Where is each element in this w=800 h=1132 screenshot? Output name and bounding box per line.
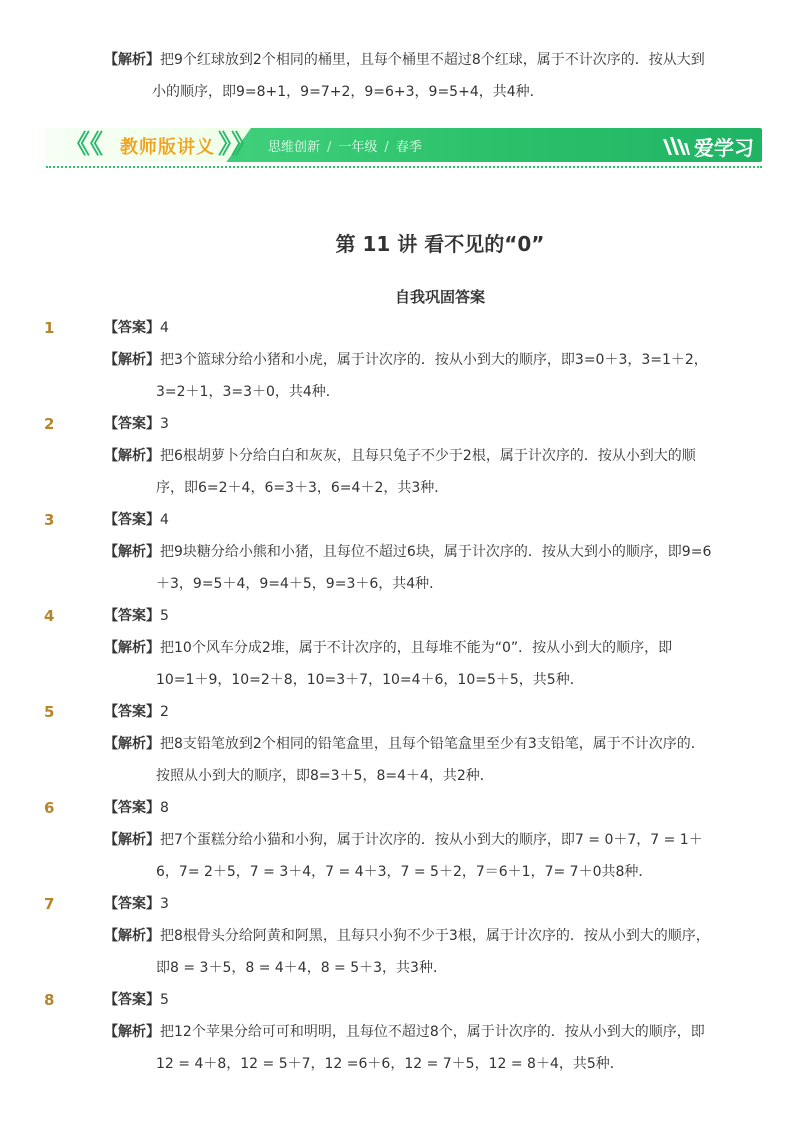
item-number: 6	[44, 799, 55, 817]
analysis-text: 把10个风车分成2堆，属于不计次序的，且每堆不能为“0”．按从小到大的顺序，即	[160, 640, 673, 656]
answer-label: 【答案】	[104, 800, 160, 816]
list-item	[44, 408, 744, 504]
answer-label: 【答案】	[104, 416, 160, 432]
grade-name: 一年级	[338, 140, 378, 155]
analysis-text: 把3个篮球分给小猪和小虎，属于计次序的．按从小到大的顺序，即3=0＋3，3=1＋2，	[160, 352, 708, 368]
double-chevron-left-icon: 《《	[64, 130, 104, 160]
answer-value: 4	[160, 320, 169, 336]
analysis-label: 【解析】	[104, 928, 160, 944]
answer-value: 5	[160, 608, 169, 624]
answer-value: 8	[160, 800, 169, 816]
banner-title: 教师版讲义	[120, 137, 215, 158]
separator: /	[384, 140, 389, 155]
analysis-text: 6，7= 2＋5，7 = 3＋4，7 = 4＋3，7 = 5＋2，7＝6＋1，7= 7＋0共8种．	[156, 864, 653, 880]
analysis-text: 小的顺序，即9=8+1，9=7+2，9=6+3，9=5+4，共4种．	[152, 84, 544, 100]
analysis-label: 【解析】	[104, 448, 160, 464]
answer-label: 【答案】	[104, 320, 160, 336]
item-number: 8	[44, 991, 55, 1009]
analysis-text: 按照从小到大的顺序，即8=3＋5，8=4＋4，共2种．	[156, 768, 494, 784]
answer-label: 【答案】	[104, 992, 160, 1008]
analysis-label: 【解析】	[104, 832, 160, 848]
item-number: 7	[44, 895, 55, 913]
course-name: 思维创新	[268, 140, 321, 155]
brand-logo	[661, 132, 754, 161]
analysis-text: 把12个苹果分给可可和明明，且每位不超过8个，属于计次序的．按从小到大的顺序，即	[160, 1024, 705, 1040]
item-number: 2	[44, 415, 55, 433]
answer-label: 【答案】	[104, 896, 160, 912]
banner-subtitle	[268, 136, 422, 155]
separator: /	[327, 140, 332, 155]
season-name: 春季	[395, 140, 422, 155]
analysis-label: 【解析】	[104, 1024, 160, 1040]
answer-label: 【答案】	[104, 512, 160, 528]
book-stripes-icon	[661, 135, 691, 159]
answer-value: 2	[160, 704, 169, 720]
section-title: 自我巩固答案	[394, 288, 485, 306]
analysis-label: 【解析】	[104, 352, 160, 368]
answer-label: 【答案】	[104, 608, 160, 624]
answer-list	[44, 312, 744, 1080]
answer-value: 5	[160, 992, 169, 1008]
answer-label: 【答案】	[104, 704, 160, 720]
list-item	[44, 312, 744, 408]
analysis-text: 序，即6=2＋4，6=3＋3，6=4＋2，共3种．	[156, 480, 449, 496]
item-number: 3	[44, 511, 55, 529]
analysis-text: 把9块糖分给小熊和小猪，且每位不超过6块，属于计次序的．按从大到小的顺序，即9=6	[160, 544, 712, 560]
list-item	[44, 792, 744, 888]
header-banner	[46, 128, 762, 162]
answer-value: 3	[160, 896, 169, 912]
double-chevron-right-icon: 》》	[218, 130, 258, 160]
list-item	[44, 984, 744, 1080]
answer-value: 4	[160, 512, 169, 528]
analysis-text: 即8 = 3＋5，8 = 4＋4，8 = 5＋3，共3种．	[156, 960, 447, 976]
analysis-text: 12 = 4＋8，12 = 5＋7，12 =6＋6，12 = 7＋5，12 = 8＋4，共5种．	[156, 1056, 624, 1072]
list-item	[44, 888, 744, 984]
item-number: 5	[44, 703, 55, 721]
list-item	[44, 600, 744, 696]
analysis-label: 【解析】	[104, 52, 160, 68]
analysis-label: 【解析】	[104, 640, 160, 656]
analysis-text: 10=1＋9，10=2＋8，10=3＋7，10=4＋6，10=5＋5，共5种．	[156, 672, 584, 688]
analysis-text: 把8支铅笔放到2个相同的铅笔盒里，且每个铅笔盒里至少有3支铅笔，属于不计次序的．	[160, 736, 705, 752]
analysis-text: 把7个蛋糕分给小猫和小狗，属于计次序的．按从小到大的顺序，即7 = 0＋7，7 = 1＋	[160, 832, 703, 848]
dotted-divider	[46, 166, 762, 168]
item-number: 1	[44, 319, 55, 337]
previous-analysis	[104, 44, 744, 108]
item-number: 4	[44, 607, 55, 625]
analysis-label: 【解析】	[104, 736, 160, 752]
list-item	[44, 504, 744, 600]
logo-text: 爱学习	[694, 136, 754, 160]
analysis-text: 把9个红球放到2个相同的桶里，且每个桶里不超过8个红球，属于不计次序的．按从大到	[160, 52, 705, 68]
analysis-label: 【解析】	[104, 544, 160, 560]
lecture-title: 第 11 讲 看不见的“0”	[335, 232, 545, 256]
analysis-text: 把8根骨头分给阿黄和阿黑，且每只小狗不少于3根，属于计次序的．按从小到大的顺序，	[160, 928, 710, 944]
answer-value: 3	[160, 416, 169, 432]
analysis-text: 把6根胡萝卜分给白白和灰灰，且每只兔子不少于2根，属于计次序的．按从小到大的顺	[160, 448, 696, 464]
list-item	[44, 696, 744, 792]
analysis-text: 3=2＋1，3=3＋0，共4种．	[156, 384, 340, 400]
analysis-text: ＋3，9=5＋4，9=4＋5，9=3＋6，共4种．	[156, 576, 444, 592]
